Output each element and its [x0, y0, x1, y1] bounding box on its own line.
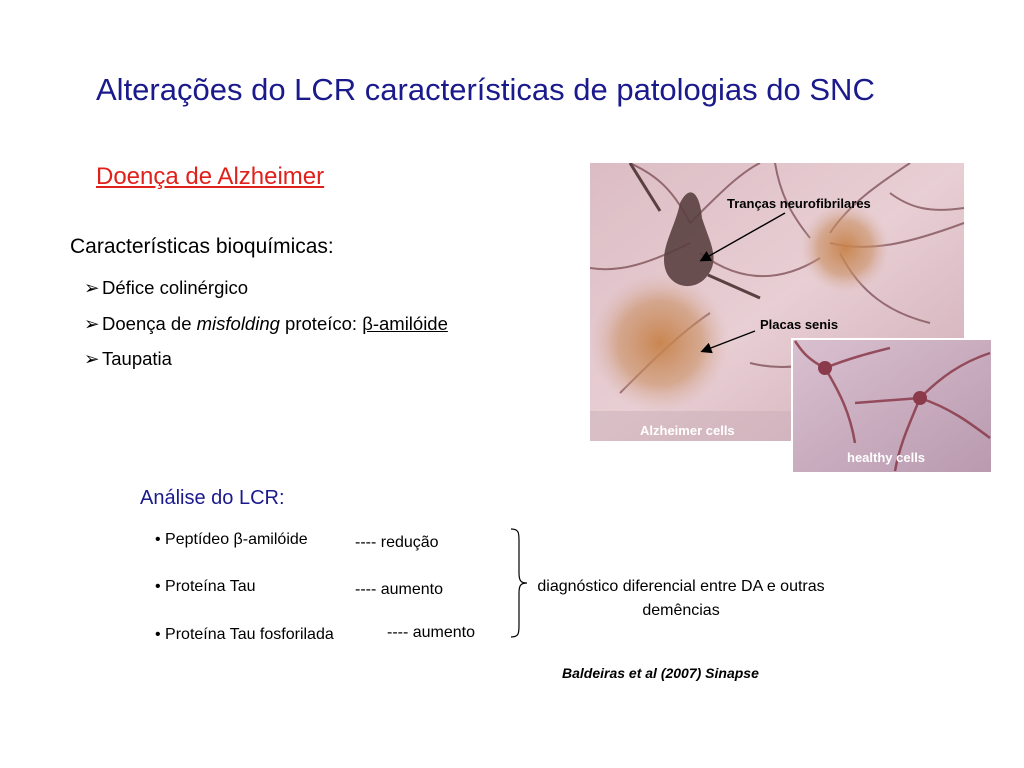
biochem-item-middle: proteíco:: [279, 313, 363, 334]
healthy-caption: healthy cells: [847, 450, 926, 465]
biochem-item-emphasis: misfolding: [196, 313, 280, 334]
biochem-heading: Características bioquímicas:: [70, 235, 334, 258]
arrow-bullet-icon: ➢: [84, 277, 100, 298]
biochem-item: [84, 277, 248, 299]
lcr-item-result: ---- aumento: [355, 581, 444, 598]
neuron-illustration: [590, 163, 992, 473]
reference-citation: Baldeiras et al (2007) Sinapse: [562, 665, 759, 681]
alzheimer-caption: Alzheimer cells: [640, 423, 735, 438]
arrow-bullet-icon: ➢: [84, 348, 100, 369]
biochem-item-text: Défice colinérgico: [102, 277, 249, 298]
diagnosis-note: diagnóstico diferencial entre DA e outras demências: [537, 578, 825, 619]
lcr-item-result: ---- aumento: [387, 624, 476, 641]
biochem-item: [84, 348, 172, 370]
lcr-heading: Análise do LCR:: [140, 487, 285, 509]
lcr-item-result: ---- redução: [355, 534, 439, 551]
slide-title: Alterações do LCR características de patologias do SNC: [96, 72, 875, 107]
tangles-label: Tranças neurofibrilares: [727, 196, 871, 211]
biochem-item-text: Taupatia: [102, 348, 172, 369]
lcr-item-label: • Peptídeo β-amilóide: [155, 531, 308, 548]
biochem-item-highlight: β-amilóide: [362, 313, 448, 334]
section-subtitle: Doença de Alzheimer: [96, 163, 325, 190]
biochem-item-prefix: Doença de: [102, 313, 197, 334]
healthy-cells-image: [792, 339, 992, 473]
lcr-item-label: • Proteína Tau fosforilada: [155, 626, 334, 643]
plaques-label: Placas senis: [760, 317, 839, 332]
biochem-item: [84, 313, 448, 335]
lcr-item-label: • Proteína Tau: [155, 578, 256, 595]
arrow-bullet-icon: ➢: [84, 313, 100, 334]
